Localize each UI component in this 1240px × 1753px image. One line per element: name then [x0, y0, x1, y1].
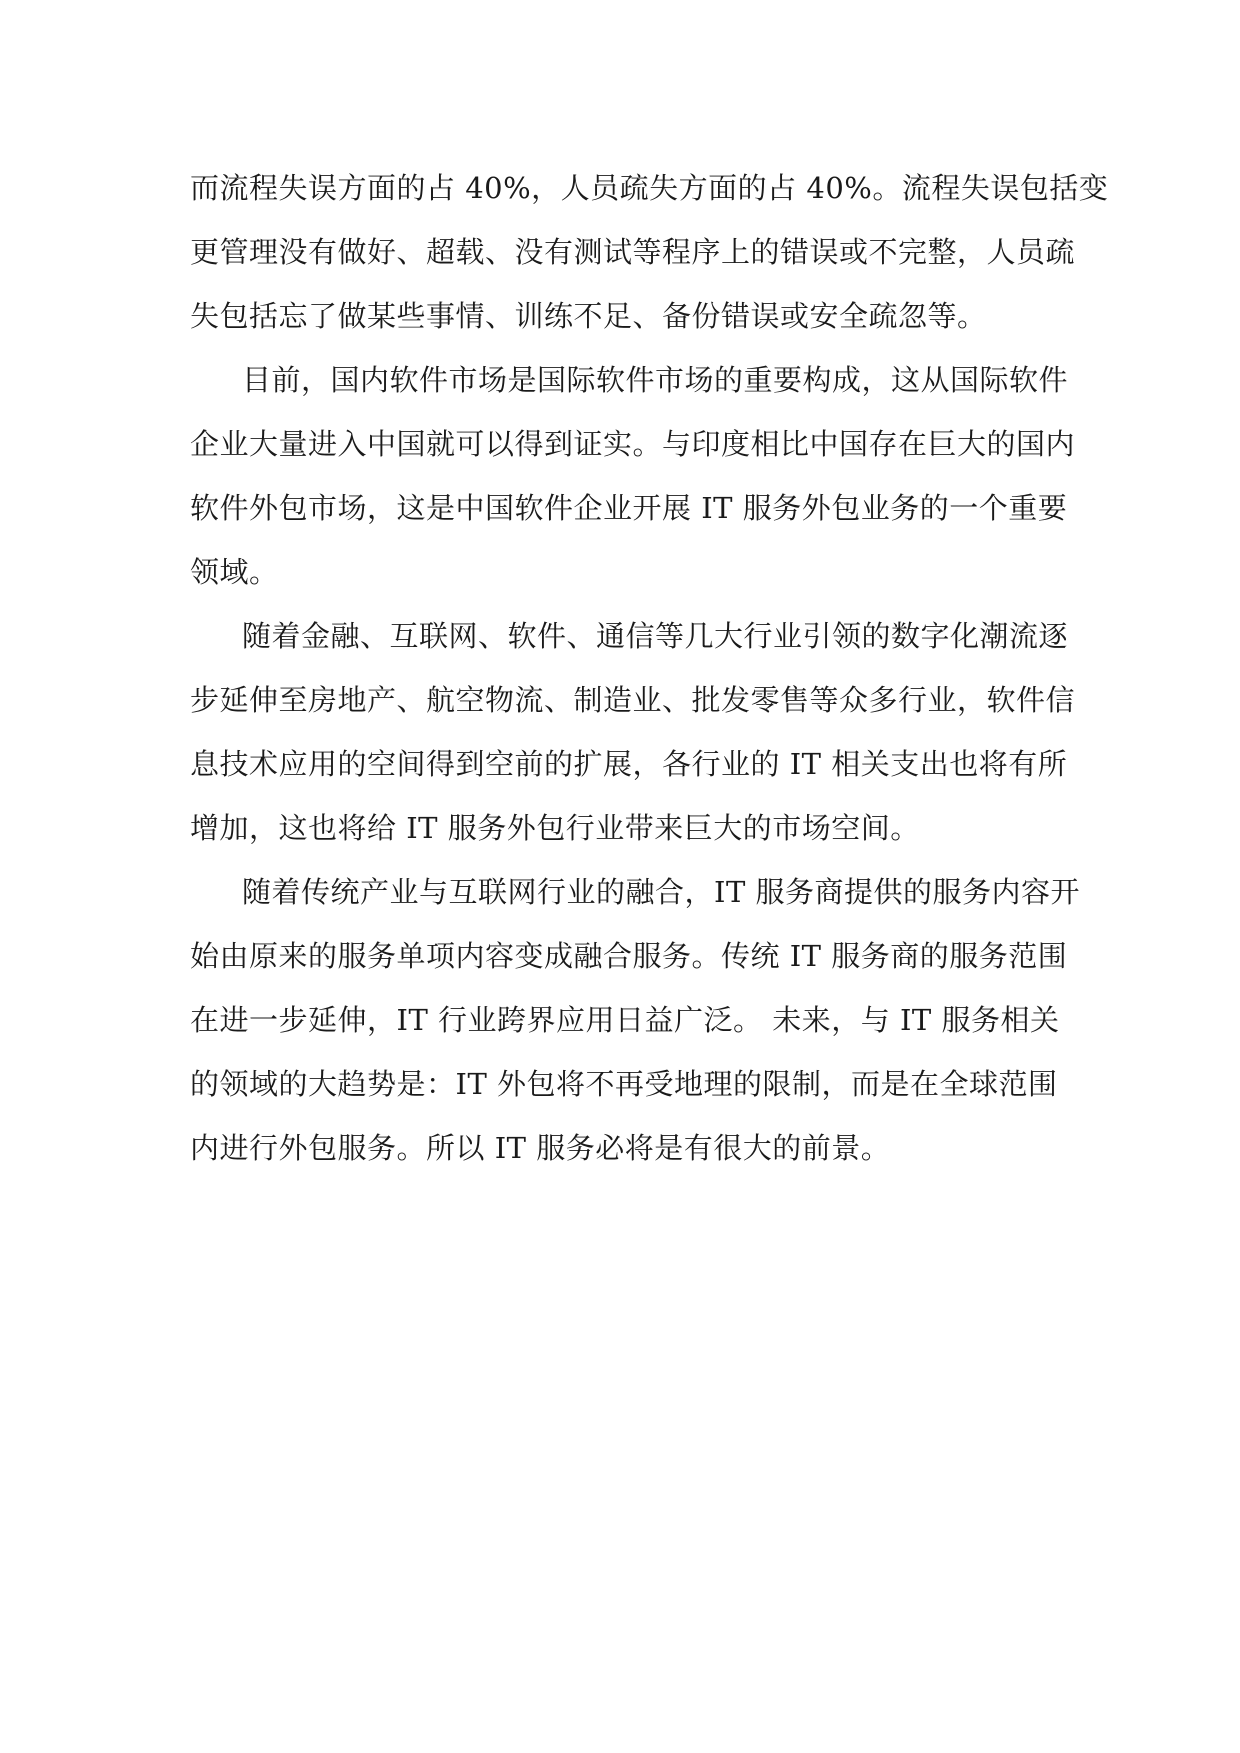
paragraph-3 — [190, 604, 1076, 860]
paragraph-line: 的领域的大趋势是：IT 外包将不再受地理的限制，而是在全球范围 — [190, 1067, 1058, 1101]
paragraph-1 — [190, 156, 1109, 348]
paragraph-line: 增加，这也将给 IT 服务外包行业带来巨大的市场空间。 — [190, 811, 920, 845]
paragraph-line: 领域。 — [190, 555, 279, 589]
paragraph-line: 随着金融、互联网、软件、通信等几大行业引领的数字化潮流逐 — [242, 619, 1069, 653]
paragraph-line: 目前，国内软件市场是国际软件市场的重要构成，这从国际软件 — [242, 363, 1069, 397]
paragraph-line: 步延伸至房地产、航空物流、制造业、批发零售等众多行业，软件信 — [190, 683, 1076, 717]
paragraph-line: 失包括忘了做某些事情、训练不足、备份错误或安全疏忽等。 — [190, 299, 987, 333]
paragraph-line: 随着传统产业与互联网行业的融合，IT 服务商提供的服务内容开 — [242, 875, 1081, 909]
paragraph-line: 息技术应用的空间得到空前的扩展，各行业的 IT 相关支出也将有所 — [190, 747, 1068, 781]
paragraph-2 — [190, 348, 1076, 604]
paragraph-line: 在进一步延伸，IT 行业跨界应用日益广泛。 未来，与 IT 服务相关 — [190, 1003, 1060, 1037]
paragraph-line: 企业大量进入中国就可以得到证实。与印度相比中国存在巨大的国内 — [190, 427, 1076, 461]
paragraph-line: 始由原来的服务单项内容变成融合服务。传统 IT 服务商的服务范围 — [190, 939, 1068, 973]
paragraph-line: 软件外包市场，这是中国软件企业开展 IT 服务外包业务的一个重要 — [190, 491, 1068, 525]
paragraph-line: 而流程失误方面的占 40%，人员疏失方面的占 40%。流程失误包括变 — [190, 171, 1109, 205]
paragraph-line: 内进行外包服务。所以 IT 服务必将是有很大的前景。 — [190, 1131, 891, 1165]
paragraph-4 — [190, 860, 1081, 1180]
document-body — [190, 156, 1109, 1180]
paragraph-line: 更管理没有做好、超载、没有测试等程序上的错误或不完整，人员疏 — [190, 235, 1076, 269]
